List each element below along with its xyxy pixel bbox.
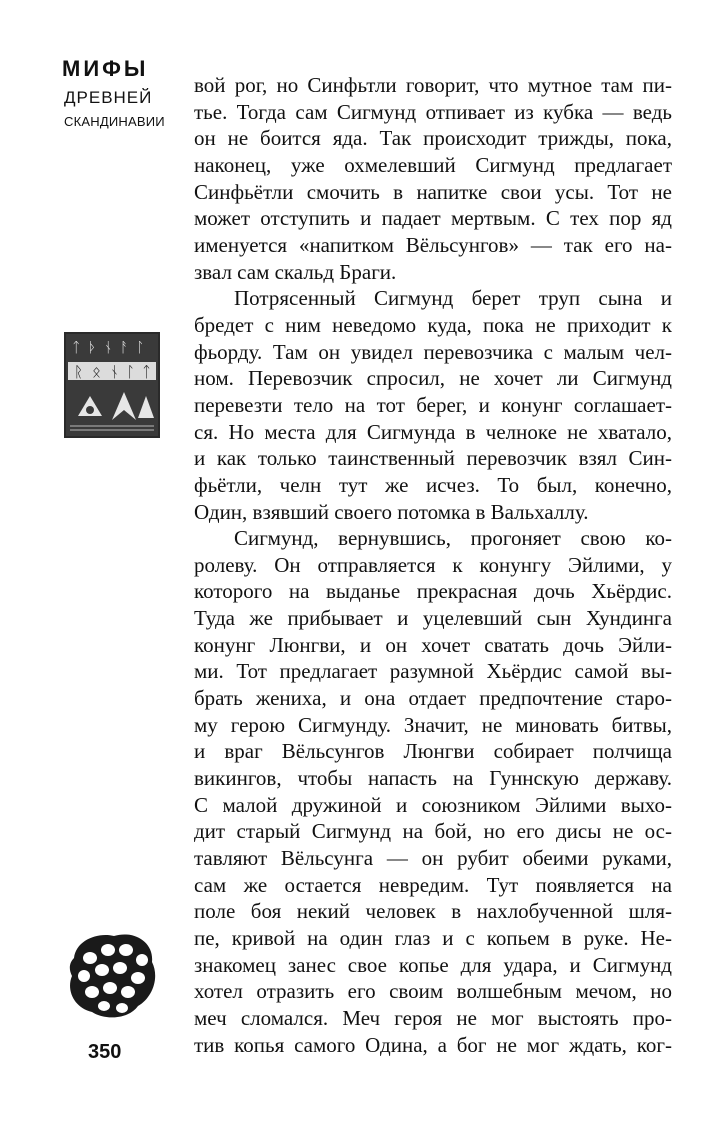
- text-line: брать жениха, и она отдает предпочтение старо-: [194, 686, 672, 711]
- text-line: Потрясенный Сигмунд берет труп сына и: [234, 286, 672, 311]
- text-line: викингов, чтобы напасть на Гуннскую державу.: [194, 766, 672, 791]
- text-line: и как только таинственный перевозчик взял Син-: [194, 446, 672, 471]
- text-line: сам же остается невредим. Тут появляется на: [194, 872, 672, 897]
- rune-glyph-7: ᛟ: [92, 363, 102, 381]
- text-line: наконец, уже охмелевший Сигмунд предлагает: [194, 152, 672, 177]
- text-line: конунг Люнгви, и он хочет сватать дочь Эйли-: [194, 632, 672, 657]
- text-line: он не боится яда. Так происходит трижды, пока,: [194, 126, 672, 151]
- text-line: перевезти тело на тот берег, и конунг соглашает-: [194, 392, 672, 417]
- rune-glyph-8: ᚾ: [110, 363, 120, 381]
- text-line: ролеву. Он отправляется к конунгу Эйлими, у: [194, 552, 672, 577]
- rune-stone-emblem: [64, 330, 160, 440]
- running-header-title: МИФЫ: [62, 56, 149, 81]
- text-line: ном. Перевозчик спросил, не хочет ли Сигмунд: [194, 366, 672, 391]
- text-line: которого на выданье прекрасная дочь Хьёрдис.: [194, 579, 672, 604]
- text-line: му герою Сигмунду. Значит, не миновать битвы,: [194, 712, 672, 737]
- page-margin-sidebar: [0, 0, 175, 1133]
- text-line: вой рог, но Синфьтли говорит, что мутное там пи-: [194, 73, 672, 97]
- text-line: тье. Тогда сам Сигмунд отпивает из кубка — ведь: [194, 99, 672, 124]
- text-line: дит старый Сигмунд на бой, но его дисы не ос-: [194, 819, 672, 844]
- text-line: и враг Вёльсунгов Люнгви собирает полчища: [194, 739, 672, 764]
- text-line: Туда же прибывает и уцелевший сын Хундинга: [194, 606, 672, 631]
- text-line: бредет с ним неведомо куда, пока не приходит к: [194, 312, 672, 337]
- text-line: Один, взявший своего потомка в Вальхаллу.: [194, 499, 589, 524]
- text-line: звал сам скальд Браги.: [194, 259, 397, 284]
- rune-glyph-6: ᚱ: [74, 363, 84, 381]
- rune-glyph-3: ᚾ: [104, 340, 113, 356]
- text-line: именуется «напитком Вёльсунгов» — так его на-: [194, 232, 672, 257]
- text-line: фьорду. Там он увидел перевозчика с малым чел-: [194, 339, 672, 364]
- text-line: Сигмунд, вернувшись, прогоняет свою ко-: [234, 526, 672, 551]
- text-line: хотел отразить его своим волшебным мечом, но: [194, 979, 672, 1004]
- rune-glyph-5: ᛚ: [136, 340, 145, 356]
- text-line: фьётли, челн тут же исчез. То был, конечно,: [194, 472, 672, 497]
- text-line: меч сломался. Меч героя не мог выстоять про-: [194, 1005, 672, 1030]
- text-line: знакомец занес свое копье для удара, и Сигмунд: [194, 952, 672, 977]
- page-number: 350: [88, 1041, 122, 1063]
- rune-glyph-2: ᚦ: [88, 340, 97, 356]
- rune-glyph-4: ᚨ: [120, 340, 129, 356]
- text-line: пе, кривой на один глаз и с копьем в руке. Не-: [194, 926, 672, 950]
- body-text-column: [194, 72, 672, 1058]
- text-line: тавляют Вёльсунга — он рубит обеими руками,: [194, 846, 672, 871]
- running-header-subtitle-1: ДРЕВНЕЙ: [64, 88, 153, 107]
- text-line: С малой дружиной и союзником Эйлими выхо-: [194, 792, 672, 817]
- text-line: ми. Тот предлагает разумной Хьёрдис самой вы-: [194, 659, 672, 684]
- rune-glyph-1: ᛏ: [72, 340, 81, 356]
- text-line: может отступить и падает мертвым. С тех пор яд: [194, 206, 672, 231]
- rune-glyph-10: ᛏ: [142, 363, 152, 381]
- knotwork-ornament: [64, 928, 160, 1023]
- text-line: тив копья самого Одина, а бог не мог ждать, ког-: [194, 1032, 672, 1057]
- text-line: Синфьётли смочить в напитке свои усы. Тот не: [194, 179, 672, 204]
- rune-glyph-9: ᛚ: [126, 363, 136, 381]
- text-line: поле боя некий человек в нахлобученной шля-: [194, 899, 672, 924]
- text-line: ся. Но места для Сигмунда в челноке не хватало,: [194, 419, 672, 444]
- running-header-subtitle-2: СКАНДИНАВИИ: [64, 114, 165, 129]
